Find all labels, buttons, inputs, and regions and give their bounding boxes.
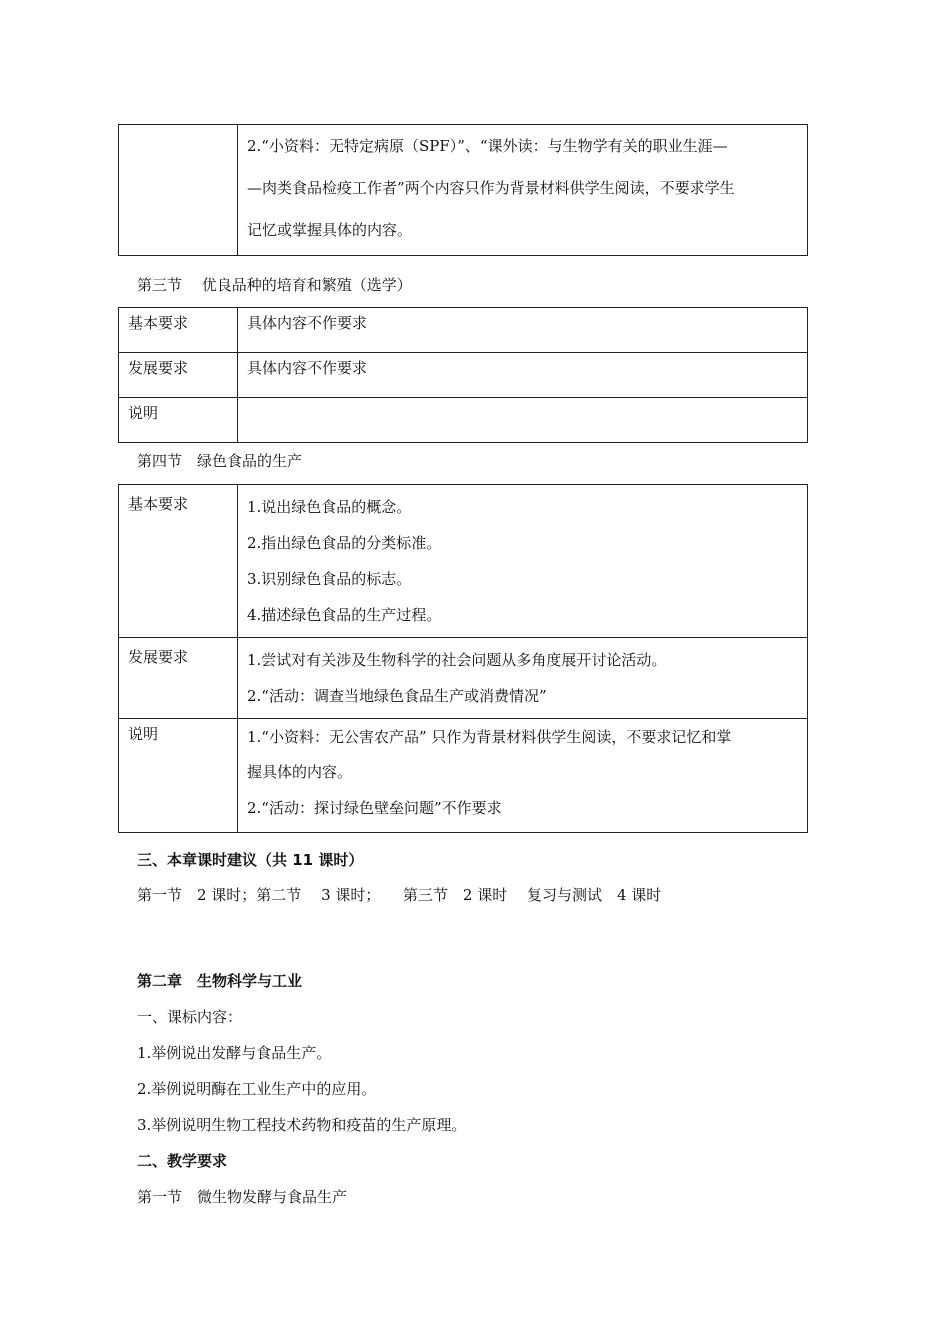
note-line: 2.“小资料：无特定病原（SPF）”、“课外读：与生物学有关的职业生涯—	[247, 137, 728, 155]
row-label: 基本要求	[119, 485, 238, 638]
list-item: 2.“活动：调查当地绿色食品生产或消费情况”	[247, 687, 547, 705]
row-value: 具体内容不作要求	[238, 353, 808, 398]
list-item: 2.“活动：探讨绿色壁垒问题”不作要求	[247, 799, 502, 817]
row-label: 说明	[119, 398, 238, 443]
row-label: 基本要求	[119, 308, 238, 353]
list-item: 1.说出绿色食品的概念。	[247, 498, 412, 516]
hours-line: 第一节 2 课时；第二节 3 课时； 第三节 2 课时 复习与测试 4 课时	[137, 886, 662, 904]
row-label: 说明	[119, 719, 238, 833]
list-item: 1.尝试对有关涉及生物科学的社会问题从多角度展开讨论活动。	[247, 651, 667, 669]
section3-title: 第三节 优良品种的培育和繁殖（选学）	[137, 276, 412, 294]
development-requirements-cell	[238, 638, 808, 719]
list-item: 2.指出绿色食品的分类标准。	[247, 534, 442, 552]
row-value	[238, 398, 808, 443]
section4-table	[118, 484, 808, 833]
list-item: 4.描述绿色食品的生产过程。	[247, 606, 442, 624]
section4-title: 第四节 绿色食品的生产	[137, 452, 303, 470]
table-note-cell	[238, 125, 808, 256]
section1-title: 第一节 微生物发酵与食品生产	[137, 1188, 348, 1206]
requirements-table-top	[118, 124, 808, 256]
teaching-requirements-title: 二、教学要求	[137, 1152, 228, 1170]
list-item: 1.“小资料：无公害农产品” 只作为背景材料供学生阅读，不要求记忆和掌	[247, 728, 732, 746]
hours-title: 三、本章课时建议（共 11 课时）	[137, 851, 364, 869]
row-label: 发展要求	[119, 353, 238, 398]
list-item: 1.举例说出发酵与食品生产。	[137, 1044, 332, 1062]
row-value: 具体内容不作要求	[238, 308, 808, 353]
note-line: 记忆或掌握具体的内容。	[247, 221, 413, 239]
table-label-cell	[119, 125, 238, 256]
note-cell	[238, 719, 808, 833]
chapter2-subtitle: 一、课标内容：	[137, 1008, 243, 1026]
basic-requirements-cell	[238, 485, 808, 638]
list-item: 3.识别绿色食品的标志。	[247, 570, 412, 588]
list-item: 握具体的内容。	[247, 763, 353, 781]
list-item: 2.举例说明酶在工业生产中的应用。	[137, 1080, 377, 1098]
note-line: —肉类食品检疫工作者”两个内容只作为背景材料供学生阅读，不要求学生	[247, 179, 735, 197]
list-item: 3.举例说明生物工程技术药物和疫苗的生产原理。	[137, 1116, 467, 1134]
row-label: 发展要求	[119, 638, 238, 719]
section3-table	[118, 307, 808, 443]
chapter2-title: 第二章 生物科学与工业	[137, 972, 303, 990]
